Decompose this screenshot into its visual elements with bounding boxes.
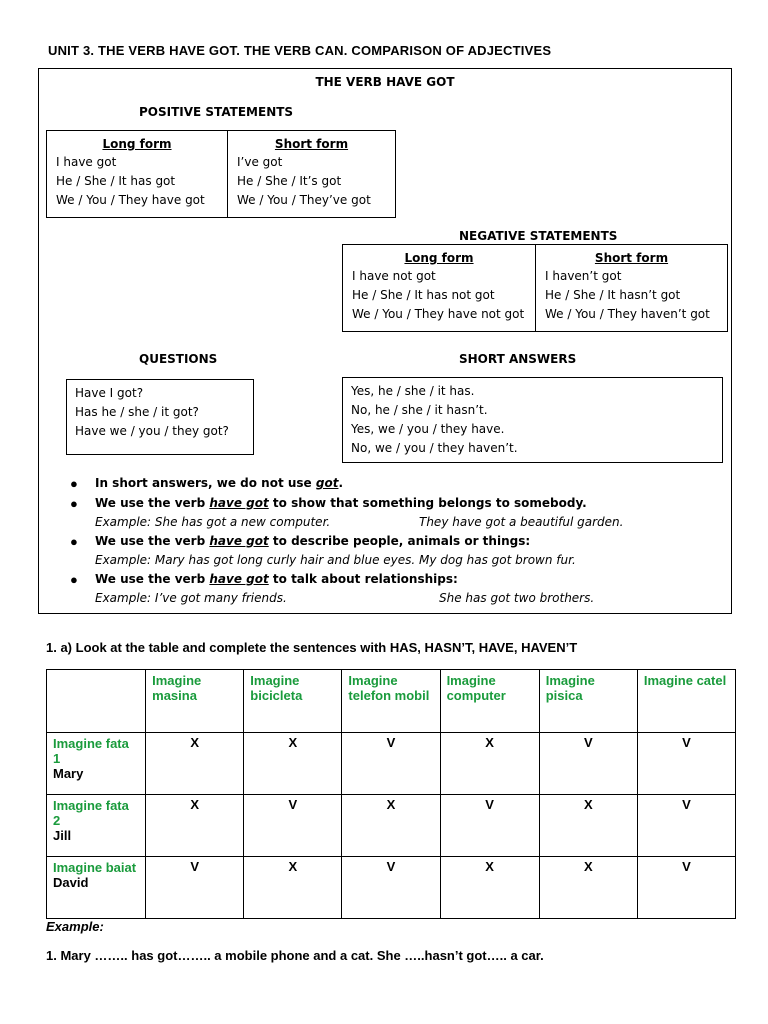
rule-1 xyxy=(95,476,343,490)
positive-long-box xyxy=(46,130,228,218)
row-image-label: Imagine fata 1 xyxy=(53,736,129,766)
rule-emphasis: have got xyxy=(209,534,269,548)
short-answer-line: No, he / she / it hasn’t. xyxy=(351,403,488,417)
negative-long-line: He / She / It has not got xyxy=(352,288,495,302)
short-answer-line: No, we / you / they haven’t. xyxy=(351,441,518,455)
example-sentence: 1. Mary …….. has got…….. a mobile phone and a cat. She …..hasn’t got….. a car. xyxy=(46,948,544,963)
positive-short-line: We / You / They’ve got xyxy=(237,193,371,207)
negative-long-line: We / You / They have not got xyxy=(352,307,525,321)
rule-text: We use the verb xyxy=(95,572,210,586)
negative-long-header: Long form xyxy=(404,251,474,265)
row-header-cell xyxy=(47,733,146,795)
mark-cell: X xyxy=(440,733,539,795)
mark-cell: X xyxy=(244,733,342,795)
rule-text: to talk about relationships: xyxy=(268,572,458,586)
rule-2-example-2: They have got a beautiful garden. xyxy=(419,515,624,529)
negative-long-box xyxy=(342,244,536,332)
rule-3-example-2: My dog has got brown fur. xyxy=(419,553,576,567)
rule-emphasis: have got xyxy=(209,496,269,510)
mark-cell: V xyxy=(146,857,244,919)
negative-short-line: He / She / It hasn’t got xyxy=(545,288,681,302)
mark-cell: V xyxy=(342,733,440,795)
short-answers-box xyxy=(342,377,723,463)
short-answers-heading: SHORT ANSWERS xyxy=(459,352,577,366)
example-label: Example: xyxy=(46,919,104,934)
short-answer-line: Yes, he / she / it has. xyxy=(351,384,475,398)
mark-cell: X xyxy=(244,857,342,919)
positive-short-line: He / She / It’s got xyxy=(237,174,342,188)
exercise-instruction: 1. a) Look at the table and complete the sentences with HAS, HASN’T, HAVE, HAVEN’T xyxy=(46,640,578,655)
column-header: Imagine pisica xyxy=(539,670,637,733)
bullet-dot: ● xyxy=(70,534,78,549)
mark-cell: V xyxy=(637,733,735,795)
positive-short-line: I’ve got xyxy=(237,155,283,169)
mark-cell: X xyxy=(146,733,244,795)
mark-cell: V xyxy=(440,795,539,857)
rule-text: to show that something belongs to somebody. xyxy=(268,496,587,510)
positive-short-header: Short form xyxy=(274,137,349,151)
question-line: Has he / she / it got? xyxy=(75,405,199,419)
rule-text: to describe people, animals or things: xyxy=(268,534,531,548)
mark-cell: V xyxy=(637,857,735,919)
rule-text: In short answers, we do not use xyxy=(95,476,316,490)
negative-short-header: Short form xyxy=(594,251,669,265)
positive-long-line: He / She / It has got xyxy=(56,174,176,188)
table-row xyxy=(47,857,736,919)
column-header: Imagine catel xyxy=(637,670,735,733)
positive-long-line: We / You / They have got xyxy=(56,193,205,207)
mark-cell: X xyxy=(342,795,440,857)
bullet-dot: ● xyxy=(70,572,78,587)
positive-heading: POSITIVE STATEMENTS xyxy=(139,105,294,119)
rule-text: . xyxy=(338,476,344,490)
short-answer-line: Yes, we / you / they have. xyxy=(351,422,505,436)
question-line: Have I got? xyxy=(75,386,144,400)
table-header-row xyxy=(47,670,736,733)
rule-4-example-1: Example: I’ve got many friends. xyxy=(95,591,287,605)
negative-short-line: We / You / They haven’t got xyxy=(545,307,710,321)
negative-short-line: I haven’t got xyxy=(545,269,622,283)
rule-2 xyxy=(95,496,587,510)
row-person-name: Mary xyxy=(53,766,84,781)
mark-cell: X xyxy=(539,857,637,919)
questions-box xyxy=(66,379,254,455)
unit-title: UNIT 3. THE VERB HAVE GOT. THE VERB CAN. COMPARISON OF ADJECTIVES xyxy=(48,43,552,58)
rule-2-example-1: Example: She has got a new computer. xyxy=(95,515,331,529)
row-header-cell xyxy=(47,795,146,857)
table-row xyxy=(47,733,736,795)
bullet-dot: ● xyxy=(70,496,78,511)
row-person-name: Jill xyxy=(53,828,72,843)
column-header: Imagine masina xyxy=(146,670,244,733)
rule-4-example-2: She has got two brothers. xyxy=(439,591,595,605)
rule-4 xyxy=(95,572,458,586)
rule-3-example-1: Example: Mary has got long curly hair and blue eyes. xyxy=(95,553,416,567)
rule-text: We use the verb xyxy=(95,496,210,510)
table-corner-cell xyxy=(47,670,146,733)
negative-short-box xyxy=(535,244,728,332)
mark-cell: V xyxy=(342,857,440,919)
exercise-table xyxy=(46,669,736,919)
rule-emphasis: got xyxy=(315,476,339,490)
positive-long-header: Long form xyxy=(102,137,172,151)
mark-cell: X xyxy=(539,795,637,857)
rule-emphasis: have got xyxy=(209,572,269,586)
section-title: THE VERB HAVE GOT xyxy=(315,75,455,89)
column-header: Imagine telefon mobil xyxy=(342,670,440,733)
positive-long-line: I have got xyxy=(56,155,117,169)
bullet-dot: ● xyxy=(70,476,78,491)
row-image-label: Imagine fata 2 xyxy=(53,798,129,828)
table-row xyxy=(47,795,736,857)
questions-heading: QUESTIONS xyxy=(139,352,218,366)
mark-cell: V xyxy=(539,733,637,795)
mark-cell: X xyxy=(440,857,539,919)
mark-cell: X xyxy=(146,795,244,857)
row-image-label: Imagine baiat xyxy=(53,860,137,875)
negative-heading: NEGATIVE STATEMENTS xyxy=(459,229,618,243)
column-header: Imagine bicicleta xyxy=(244,670,342,733)
positive-short-box xyxy=(227,130,396,218)
rule-text: We use the verb xyxy=(95,534,210,548)
question-line: Have we / you / they got? xyxy=(75,424,229,438)
rule-3 xyxy=(95,534,530,548)
row-person-name: David xyxy=(53,875,89,890)
column-header: Imagine computer xyxy=(440,670,539,733)
mark-cell: V xyxy=(637,795,735,857)
mark-cell: V xyxy=(244,795,342,857)
negative-long-line: I have not got xyxy=(352,269,436,283)
row-header-cell xyxy=(47,857,146,919)
